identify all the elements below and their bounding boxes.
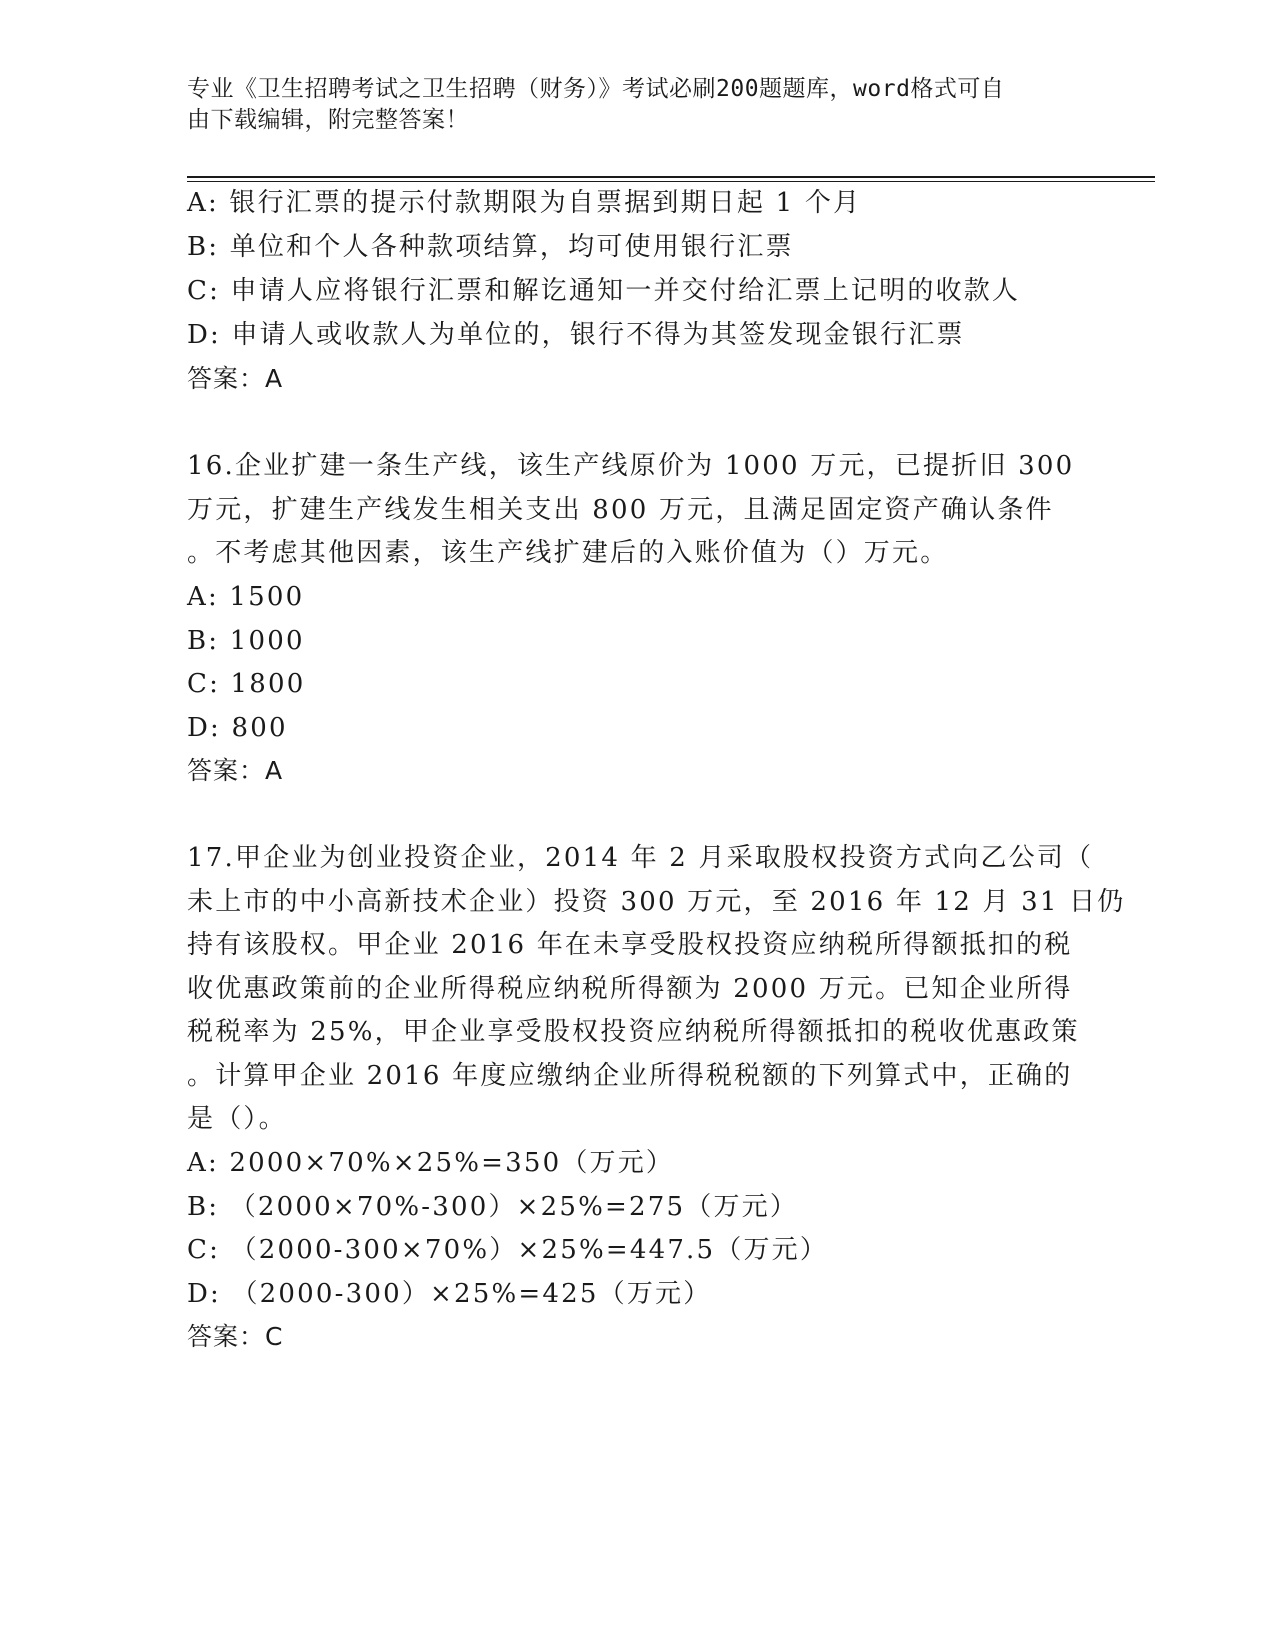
q17-option-a: A: 2000×70%×25%=350（万元） xyxy=(187,1148,675,1178)
q16-option-d: D: 800 xyxy=(187,713,288,743)
header-title-line-2: 由下载编辑，附完整答案！ xyxy=(187,107,469,133)
header-divider-thick xyxy=(187,176,1155,178)
q16-stem-line-2: 万元，扩建生产线发生相关支出 800 万元，且满足固定资产确认条件 xyxy=(187,495,1054,525)
q15-answer: 答案：A xyxy=(187,364,284,393)
q16-option-a: A: 1500 xyxy=(187,582,305,612)
q17-stem-line-7: 是（）。 xyxy=(187,1104,287,1134)
q17-option-d: D: （2000-300）×25%=425（万元） xyxy=(187,1279,712,1309)
q16-option-b: B: 1000 xyxy=(187,626,305,656)
q15-option-d: D: 申请人或收款人为单位的，银行不得为其签发现金银行汇票 xyxy=(187,320,965,350)
q16-answer: 答案：A xyxy=(187,756,284,785)
q15-option-c: C: 申请人应将银行汇票和解讫通知一并交付给汇票上记明的收款人 xyxy=(187,276,1021,306)
q17-stem-line-1: 17.甲企业为创业投资企业，2014 年 2 月采取股权投资方式向乙公司（ xyxy=(187,843,1094,873)
q17-option-b: B: （2000×70%-300）×25%=275（万元） xyxy=(187,1192,799,1222)
document-header xyxy=(187,74,1067,136)
q17-stem-line-5: 税税率为 25%，甲企业享受股权投资应纳税所得额抵扣的税收优惠政策 xyxy=(187,1017,1080,1047)
q17-stem-line-2: 未上市的中小高新技术企业）投资 300 万元，至 2016 年 12 月 31 日仍 xyxy=(187,887,1126,917)
q17-answer: 答案：C xyxy=(187,1322,284,1351)
q15-option-b: B: 单位和个人各种款项结算，均可使用银行汇票 xyxy=(187,232,794,262)
q16-option-c: C: 1800 xyxy=(187,669,306,699)
q16-stem-line-1: 16.企业扩建一条生产线，该生产线原价为 1000 万元，已提折旧 300 xyxy=(187,451,1075,481)
q17-stem-line-3: 持有该股权。甲企业 2016 年在未享受股权投资应纳税所得额抵扣的税 xyxy=(187,930,1073,960)
q17-option-c: C: （2000-300×70%）×25%=447.5（万元） xyxy=(187,1235,829,1265)
q17-stem-line-6: 。计算甲企业 2016 年度应缴纳企业所得税税额的下列算式中，正确的 xyxy=(187,1061,1073,1091)
q17-stem-line-4: 收优惠政策前的企业所得税应纳税所得额为 2000 万元。已知企业所得 xyxy=(187,974,1073,1004)
q15-option-a: A: 银行汇票的提示付款期限为自票据到期日起 1 个月 xyxy=(187,188,862,218)
header-divider-thin xyxy=(187,181,1155,182)
q16-stem-line-3: 。不考虑其他因素，该生产线扩建后的入账价值为（）万元。 xyxy=(187,538,949,568)
header-title-line-1: 专业《卫生招聘考试之卫生招聘（财务）》考试必刷200题题库，word格式可自 xyxy=(187,76,1005,102)
